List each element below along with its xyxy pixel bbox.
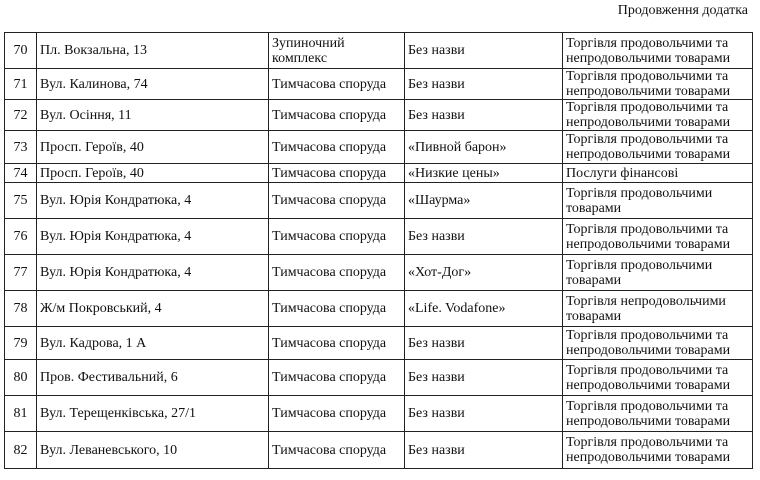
row-number-cell: 79 [5, 327, 37, 360]
activity-cell: Торгівля продовольчими та непродовольчими товарами [563, 219, 753, 255]
row-number-cell: 75 [5, 183, 37, 219]
object-name-cell: «Шаурма» [405, 183, 563, 219]
row-number-cell: 72 [5, 100, 37, 131]
table-row [5, 327, 753, 360]
row-number-cell: 78 [5, 291, 37, 327]
row-number-cell: 77 [5, 255, 37, 291]
activity-cell: Торгівля продовольчими та непродовольчими товарами [563, 327, 753, 360]
row-number-cell: 81 [5, 396, 37, 432]
table-row [5, 100, 753, 131]
structure-type-cell: Тимчасова споруда [269, 396, 405, 432]
address-cell: Вул. Леваневського, 10 [37, 432, 269, 469]
row-number-cell: 74 [5, 164, 37, 183]
row-number-cell: 76 [5, 219, 37, 255]
address-cell: Пров. Фестивальний, 6 [37, 360, 269, 396]
table-row [5, 131, 753, 164]
row-number-cell: 80 [5, 360, 37, 396]
structure-type-cell: Тимчасова споруда [269, 255, 405, 291]
structure-type-cell: Тимчасова споруда [269, 432, 405, 469]
object-name-cell: Без назви [405, 396, 563, 432]
object-name-cell: Без назви [405, 33, 563, 69]
activity-cell: Торгівля продовольчими та непродовольчими товарами [563, 396, 753, 432]
row-number-cell: 71 [5, 69, 37, 100]
table-row [5, 69, 753, 100]
address-cell: Вул. Калинова, 74 [37, 69, 269, 100]
structure-type-cell: Тимчасова споруда [269, 360, 405, 396]
address-cell: Вул. Юрія Кондратюка, 4 [37, 219, 269, 255]
object-name-cell: «Life. Vodafone» [405, 291, 563, 327]
activity-cell: Торгівля продовольчими та непродовольчими товарами [563, 360, 753, 396]
locations-table [4, 32, 753, 469]
structure-type-cell: Тимчасова споруда [269, 100, 405, 131]
table-row [5, 33, 753, 69]
table-row [5, 164, 753, 183]
activity-cell: Торгівля продовольчими та непродовольчими товарами [563, 131, 753, 164]
activity-cell: Торгівля продовольчими та непродовольчими товарами [563, 100, 753, 131]
structure-type-cell: Тимчасова споруда [269, 131, 405, 164]
row-number-cell: 82 [5, 432, 37, 469]
activity-cell: Торгівля продовольчими та непродовольчими товарами [563, 33, 753, 69]
address-cell: Просп. Героїв, 40 [37, 164, 269, 183]
table-row [5, 255, 753, 291]
object-name-cell: Без назви [405, 360, 563, 396]
address-cell: Вул. Юрія Кондратюка, 4 [37, 255, 269, 291]
object-name-cell: Без назви [405, 100, 563, 131]
row-number-cell: 70 [5, 33, 37, 69]
structure-type-cell: Тимчасова споруда [269, 291, 405, 327]
address-cell: Ж/м Покровський, 4 [37, 291, 269, 327]
activity-cell: Торгівля непродовольчими товарами [563, 291, 753, 327]
object-name-cell: «Низкие цены» [405, 164, 563, 183]
activity-cell: Торгівля продовольчими товарами [563, 255, 753, 291]
activity-cell: Торгівля продовольчими товарами [563, 183, 753, 219]
activity-cell: Послуги фінансові [563, 164, 753, 183]
address-cell: Вул. Осіння, 11 [37, 100, 269, 131]
activity-cell: Торгівля продовольчими та непродовольчими товарами [563, 432, 753, 469]
address-cell: Вул. Юрія Кондратюка, 4 [37, 183, 269, 219]
object-name-cell: Без назви [405, 432, 563, 469]
object-name-cell: Без назви [405, 69, 563, 100]
address-cell: Пл. Вокзальна, 13 [37, 33, 269, 69]
structure-type-cell: Тимчасова споруда [269, 219, 405, 255]
object-name-cell: Без назви [405, 327, 563, 360]
structure-type-cell: Тимчасова споруда [269, 327, 405, 360]
table-row [5, 291, 753, 327]
address-cell: Вул. Кадрова, 1 А [37, 327, 269, 360]
table-row [5, 360, 753, 396]
table-row [5, 183, 753, 219]
structure-type-cell: Тимчасова споруда [269, 164, 405, 183]
table-row [5, 219, 753, 255]
object-name-cell: Без назви [405, 219, 563, 255]
structure-type-cell: Тимчасова споруда [269, 183, 405, 219]
table-row [5, 396, 753, 432]
structure-type-cell: Зупиночний комплекс [269, 33, 405, 69]
object-name-cell: «Пивной барон» [405, 131, 563, 164]
structure-type-cell: Тимчасова споруда [269, 69, 405, 100]
object-name-cell: «Хот-Дог» [405, 255, 563, 291]
address-cell: Вул. Терещенківська, 27/1 [37, 396, 269, 432]
row-number-cell: 73 [5, 131, 37, 164]
table-row [5, 432, 753, 469]
address-cell: Просп. Героїв, 40 [37, 131, 269, 164]
continuation-header: Продовження додатка [617, 3, 748, 18]
activity-cell: Торгівля продовольчими та непродовольчими товарами [563, 69, 753, 100]
